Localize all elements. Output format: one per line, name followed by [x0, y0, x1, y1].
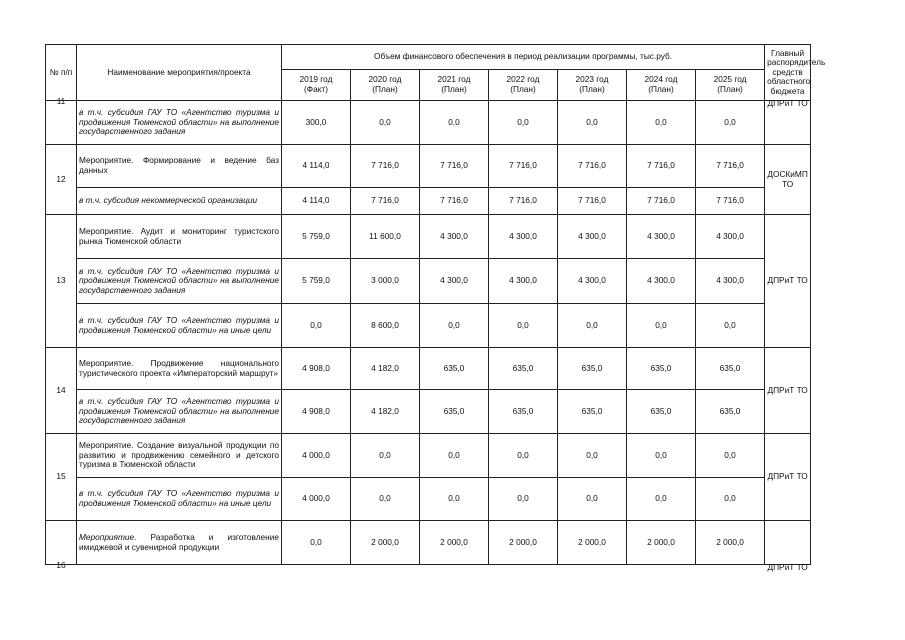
amount-cell: 8 600,0: [351, 304, 420, 348]
amount-cell: 4 300,0: [489, 259, 558, 304]
amount-cell: 7 716,0: [696, 188, 765, 215]
amount-cell: 2 000,0: [558, 521, 627, 565]
amount-cell: 0,0: [558, 101, 627, 145]
activity-name: Мероприятие. Формирование и ведение баз данных: [77, 145, 282, 188]
row-number: 13: [46, 215, 77, 348]
amount-cell: 0,0: [351, 478, 420, 521]
amount-cell: 4 114,0: [282, 145, 351, 188]
header-year-type: (План): [648, 84, 674, 94]
header-year-label: 2021 год: [437, 74, 471, 85]
table-row: [46, 521, 811, 565]
amount-cell: 2 000,0: [351, 521, 420, 565]
amount-cell: 7 716,0: [489, 145, 558, 188]
header-funding: Объем финансового обеспечения в период реализации программы, тыс.руб.: [282, 45, 765, 70]
header-year-type: (План): [510, 84, 536, 94]
header-year: [696, 70, 765, 101]
header-year: [351, 70, 420, 101]
activity-name: в т.ч. субсидия ГАУ ТО «Агентство туризма и продвижения Тюменской области» на выполнение государственного задания: [77, 390, 282, 434]
activity-name: в т.ч. субсидия ГАУ ТО «Агентство туризма и продвижения Тюменской области» на выполнение государственного задания: [77, 259, 282, 304]
amount-cell: 0,0: [351, 434, 420, 478]
responsible-body: ДПРиТ ТО: [765, 215, 811, 348]
table-row: [46, 145, 811, 188]
activity-name: [77, 521, 282, 565]
amount-cell: 0,0: [558, 304, 627, 348]
amount-cell: 0,0: [489, 101, 558, 145]
responsible-body: ДПРиТ ТО: [765, 434, 811, 521]
amount-cell: 0,0: [696, 434, 765, 478]
header-year-label: 2024 год: [644, 74, 678, 85]
amount-cell: 4 300,0: [420, 259, 489, 304]
amount-cell: 2 000,0: [420, 521, 489, 565]
amount-cell: 4 182,0: [351, 348, 420, 390]
activity-name: Мероприятие. Создание визуальной продукции по развитию и продвижению семейного и детского туризма в Тюменской области: [77, 434, 282, 478]
header-year-type: (План): [717, 84, 743, 94]
responsible-body-cut: ДПРиТ ТО: [767, 97, 808, 108]
amount-cell: 0,0: [489, 434, 558, 478]
amount-cell: 0,0: [627, 478, 696, 521]
amount-cell: 635,0: [489, 390, 558, 434]
amount-cell: 635,0: [558, 348, 627, 390]
table-viewport: [45, 44, 826, 573]
header-year: [558, 70, 627, 101]
header-year-type: (План): [372, 84, 398, 94]
amount-cell: 300,0: [282, 101, 351, 145]
activity-name: Мероприятие. Аудит и мониторинг туристского рынка Тюменской области: [77, 215, 282, 259]
amount-cell: 0,0: [420, 304, 489, 348]
amount-cell: 0,0: [627, 434, 696, 478]
header-year-label: 2023 год: [575, 74, 609, 85]
activity-name: Мероприятие. Продвижение национального туристического проекта «Императорский маршрут»: [77, 348, 282, 390]
amount-cell: 635,0: [420, 348, 489, 390]
amount-cell: 4 000,0: [282, 478, 351, 521]
amount-cell: 4 300,0: [696, 259, 765, 304]
row-number: [46, 95, 77, 145]
responsible-body: [765, 97, 811, 145]
header-year-type: (Факт): [304, 84, 328, 94]
amount-cell: 4 300,0: [489, 215, 558, 259]
amount-cell: 2 000,0: [627, 521, 696, 565]
responsible-body: ДОСКиМП ТО: [765, 145, 811, 215]
amount-cell: 7 716,0: [351, 145, 420, 188]
funding-table: [45, 44, 826, 572]
amount-cell: 7 716,0: [558, 188, 627, 215]
amount-cell: 7 716,0: [627, 145, 696, 188]
amount-cell: 635,0: [627, 390, 696, 434]
amount-cell: 0,0: [696, 478, 765, 521]
amount-cell: 7 716,0: [627, 188, 696, 215]
header-year-label: 2019 год: [299, 74, 333, 85]
amount-cell: 11 600,0: [351, 215, 420, 259]
amount-cell: 0,0: [282, 521, 351, 565]
amount-cell: 0,0: [420, 434, 489, 478]
header-year: [420, 70, 489, 101]
amount-cell: 4 300,0: [627, 259, 696, 304]
amount-cell: 635,0: [489, 348, 558, 390]
amount-cell: 0,0: [351, 101, 420, 145]
amount-cell: 7 716,0: [696, 145, 765, 188]
header-year-label: 2022 год: [506, 74, 540, 85]
row-number: [46, 521, 77, 570]
amount-cell: 0,0: [627, 101, 696, 145]
amount-cell: 635,0: [627, 348, 696, 390]
amount-cell: 635,0: [420, 390, 489, 434]
amount-cell: 0,0: [558, 478, 627, 521]
activity-text: . Разработка и изготовление имиджевой и сувенирной продукции: [79, 531, 279, 552]
header-year-type: (План): [441, 84, 467, 94]
table-row: [46, 434, 811, 478]
header-year-label: 2025 год: [713, 74, 747, 85]
row-number: 12: [46, 145, 77, 215]
activity-name: в т.ч. субсидия некоммерческой организации: [77, 188, 282, 215]
table-row: [46, 215, 811, 259]
table-row: [46, 304, 811, 348]
amount-cell: 4 300,0: [420, 215, 489, 259]
responsible-body: ДПРиТ ТО: [765, 348, 811, 434]
amount-cell: 0,0: [558, 434, 627, 478]
amount-cell: 4 182,0: [351, 390, 420, 434]
amount-cell: 7 716,0: [558, 145, 627, 188]
activity-name: в т.ч. субсидия ГАУ ТО «Агентство туризма и продвижения Тюменской области» на иные цели: [77, 304, 282, 348]
amount-cell: 635,0: [696, 390, 765, 434]
amount-cell: 5 759,0: [282, 259, 351, 304]
amount-cell: 4 000,0: [282, 434, 351, 478]
amount-cell: 2 000,0: [489, 521, 558, 565]
header-year-type: (План): [579, 84, 605, 94]
responsible-body-cut: ДПРиТ ТО: [767, 561, 808, 572]
amount-cell: 4 300,0: [627, 215, 696, 259]
row-number: 14: [46, 348, 77, 434]
table-row: [46, 348, 811, 390]
header-year: [489, 70, 558, 101]
amount-cell: 0,0: [489, 304, 558, 348]
amount-cell: 5 759,0: [282, 215, 351, 259]
amount-cell: 0,0: [627, 304, 696, 348]
table-row: [46, 101, 811, 145]
amount-cell: 0,0: [696, 304, 765, 348]
amount-cell: 635,0: [696, 348, 765, 390]
table-row: [46, 259, 811, 304]
header-year: [282, 70, 351, 101]
table-row: [46, 390, 811, 434]
amount-cell: 7 716,0: [420, 188, 489, 215]
amount-cell: 7 716,0: [420, 145, 489, 188]
amount-cell: 0,0: [282, 304, 351, 348]
amount-cell: 0,0: [420, 101, 489, 145]
amount-cell: 4 114,0: [282, 188, 351, 215]
row-number-cut: 11: [56, 95, 66, 106]
activity-name: в т.ч. субсидия ГАУ ТО «Агентство туризма и продвижения Тюменской области» на выполнение государственного задания: [77, 101, 282, 145]
activity-name: в т.ч. субсидия ГАУ ТО «Агентство туризма и продвижения Тюменской области» на иные цели: [77, 478, 282, 521]
amount-cell: 0,0: [489, 478, 558, 521]
amount-cell: 0,0: [696, 101, 765, 145]
activity-prefix: Мероприятие: [79, 531, 135, 542]
header-year: [627, 70, 696, 101]
row-number: 15: [46, 434, 77, 521]
table-row: [46, 478, 811, 521]
table-row: [46, 188, 811, 215]
header-name: Наименование мероприятия/проекта: [77, 45, 282, 101]
header-year-label: 2020 год: [368, 74, 402, 85]
amount-cell: 7 716,0: [351, 188, 420, 215]
amount-cell: 7 716,0: [489, 188, 558, 215]
row-number-cut: 16: [56, 559, 66, 570]
amount-cell: 635,0: [558, 390, 627, 434]
amount-cell: 4 908,0: [282, 348, 351, 390]
amount-cell: 0,0: [420, 478, 489, 521]
header-responsible: Главный распорядитель средств областного бюджета: [765, 45, 811, 101]
amount-cell: 4 300,0: [696, 215, 765, 259]
amount-cell: 4 300,0: [558, 215, 627, 259]
amount-cell: 4 300,0: [558, 259, 627, 304]
amount-cell: 2 000,0: [696, 521, 765, 565]
amount-cell: 3 000,0: [351, 259, 420, 304]
responsible-body: [765, 521, 811, 572]
amount-cell: 4 908,0: [282, 390, 351, 434]
header-num: № п/п: [46, 45, 77, 101]
